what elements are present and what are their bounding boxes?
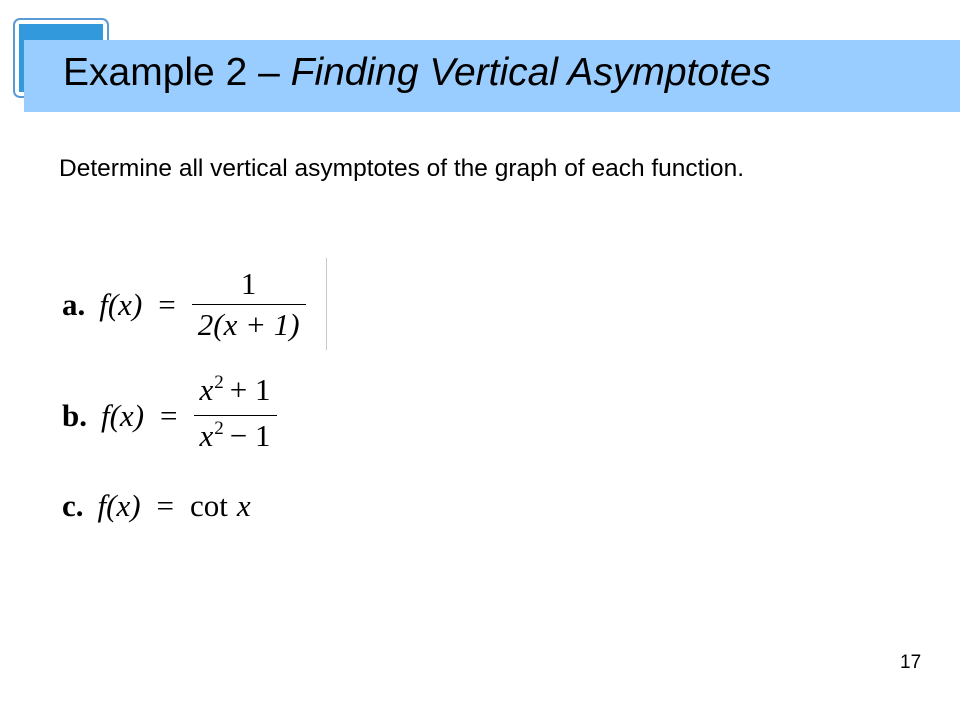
problem-a	[62, 266, 306, 343]
problem-a-equals: =	[158, 286, 176, 322]
problem-a-denominator: 2(x + 1)	[192, 304, 306, 343]
problem-b-num-exp: 2	[214, 372, 224, 393]
crop-edge-line	[326, 258, 327, 350]
title-italic: Finding Vertical Asymptotes	[290, 51, 772, 94]
problem-prompt: Determine all vertical asymptotes of the graph of each function.	[59, 155, 744, 182]
problem-a-numerator: 1	[240, 266, 257, 301]
problem-b-label: b.	[62, 397, 87, 433]
problem-b	[62, 372, 277, 459]
problem-b-fraction	[194, 372, 277, 459]
problem-b-num-rest: + 1	[229, 372, 271, 407]
problem-c	[62, 488, 251, 524]
problem-a-fraction	[192, 266, 306, 343]
problem-c-variable: x	[236, 488, 251, 523]
problem-b-den-exp: 2	[214, 418, 224, 439]
problem-b-num-var: x	[199, 372, 214, 407]
problem-a-lhs: f(x)	[99, 286, 143, 322]
problem-b-den-var: x	[199, 418, 214, 453]
slide-number: 17	[900, 652, 922, 673]
title-plain: Example 2 –	[63, 51, 291, 94]
slide-title	[63, 42, 771, 104]
problem-a-label: a.	[62, 286, 86, 322]
problem-c-equals: =	[156, 488, 175, 523]
problem-c-label: c.	[62, 488, 84, 523]
problem-b-lhs: f(x)	[101, 397, 145, 433]
problem-c-lhs: f(x)	[97, 488, 141, 523]
problem-b-equals: =	[160, 397, 178, 433]
problem-b-denominator	[194, 415, 277, 459]
problem-b-numerator	[194, 372, 277, 415]
problem-b-den-rest: − 1	[229, 418, 271, 453]
problem-c-function: cot	[190, 488, 228, 523]
